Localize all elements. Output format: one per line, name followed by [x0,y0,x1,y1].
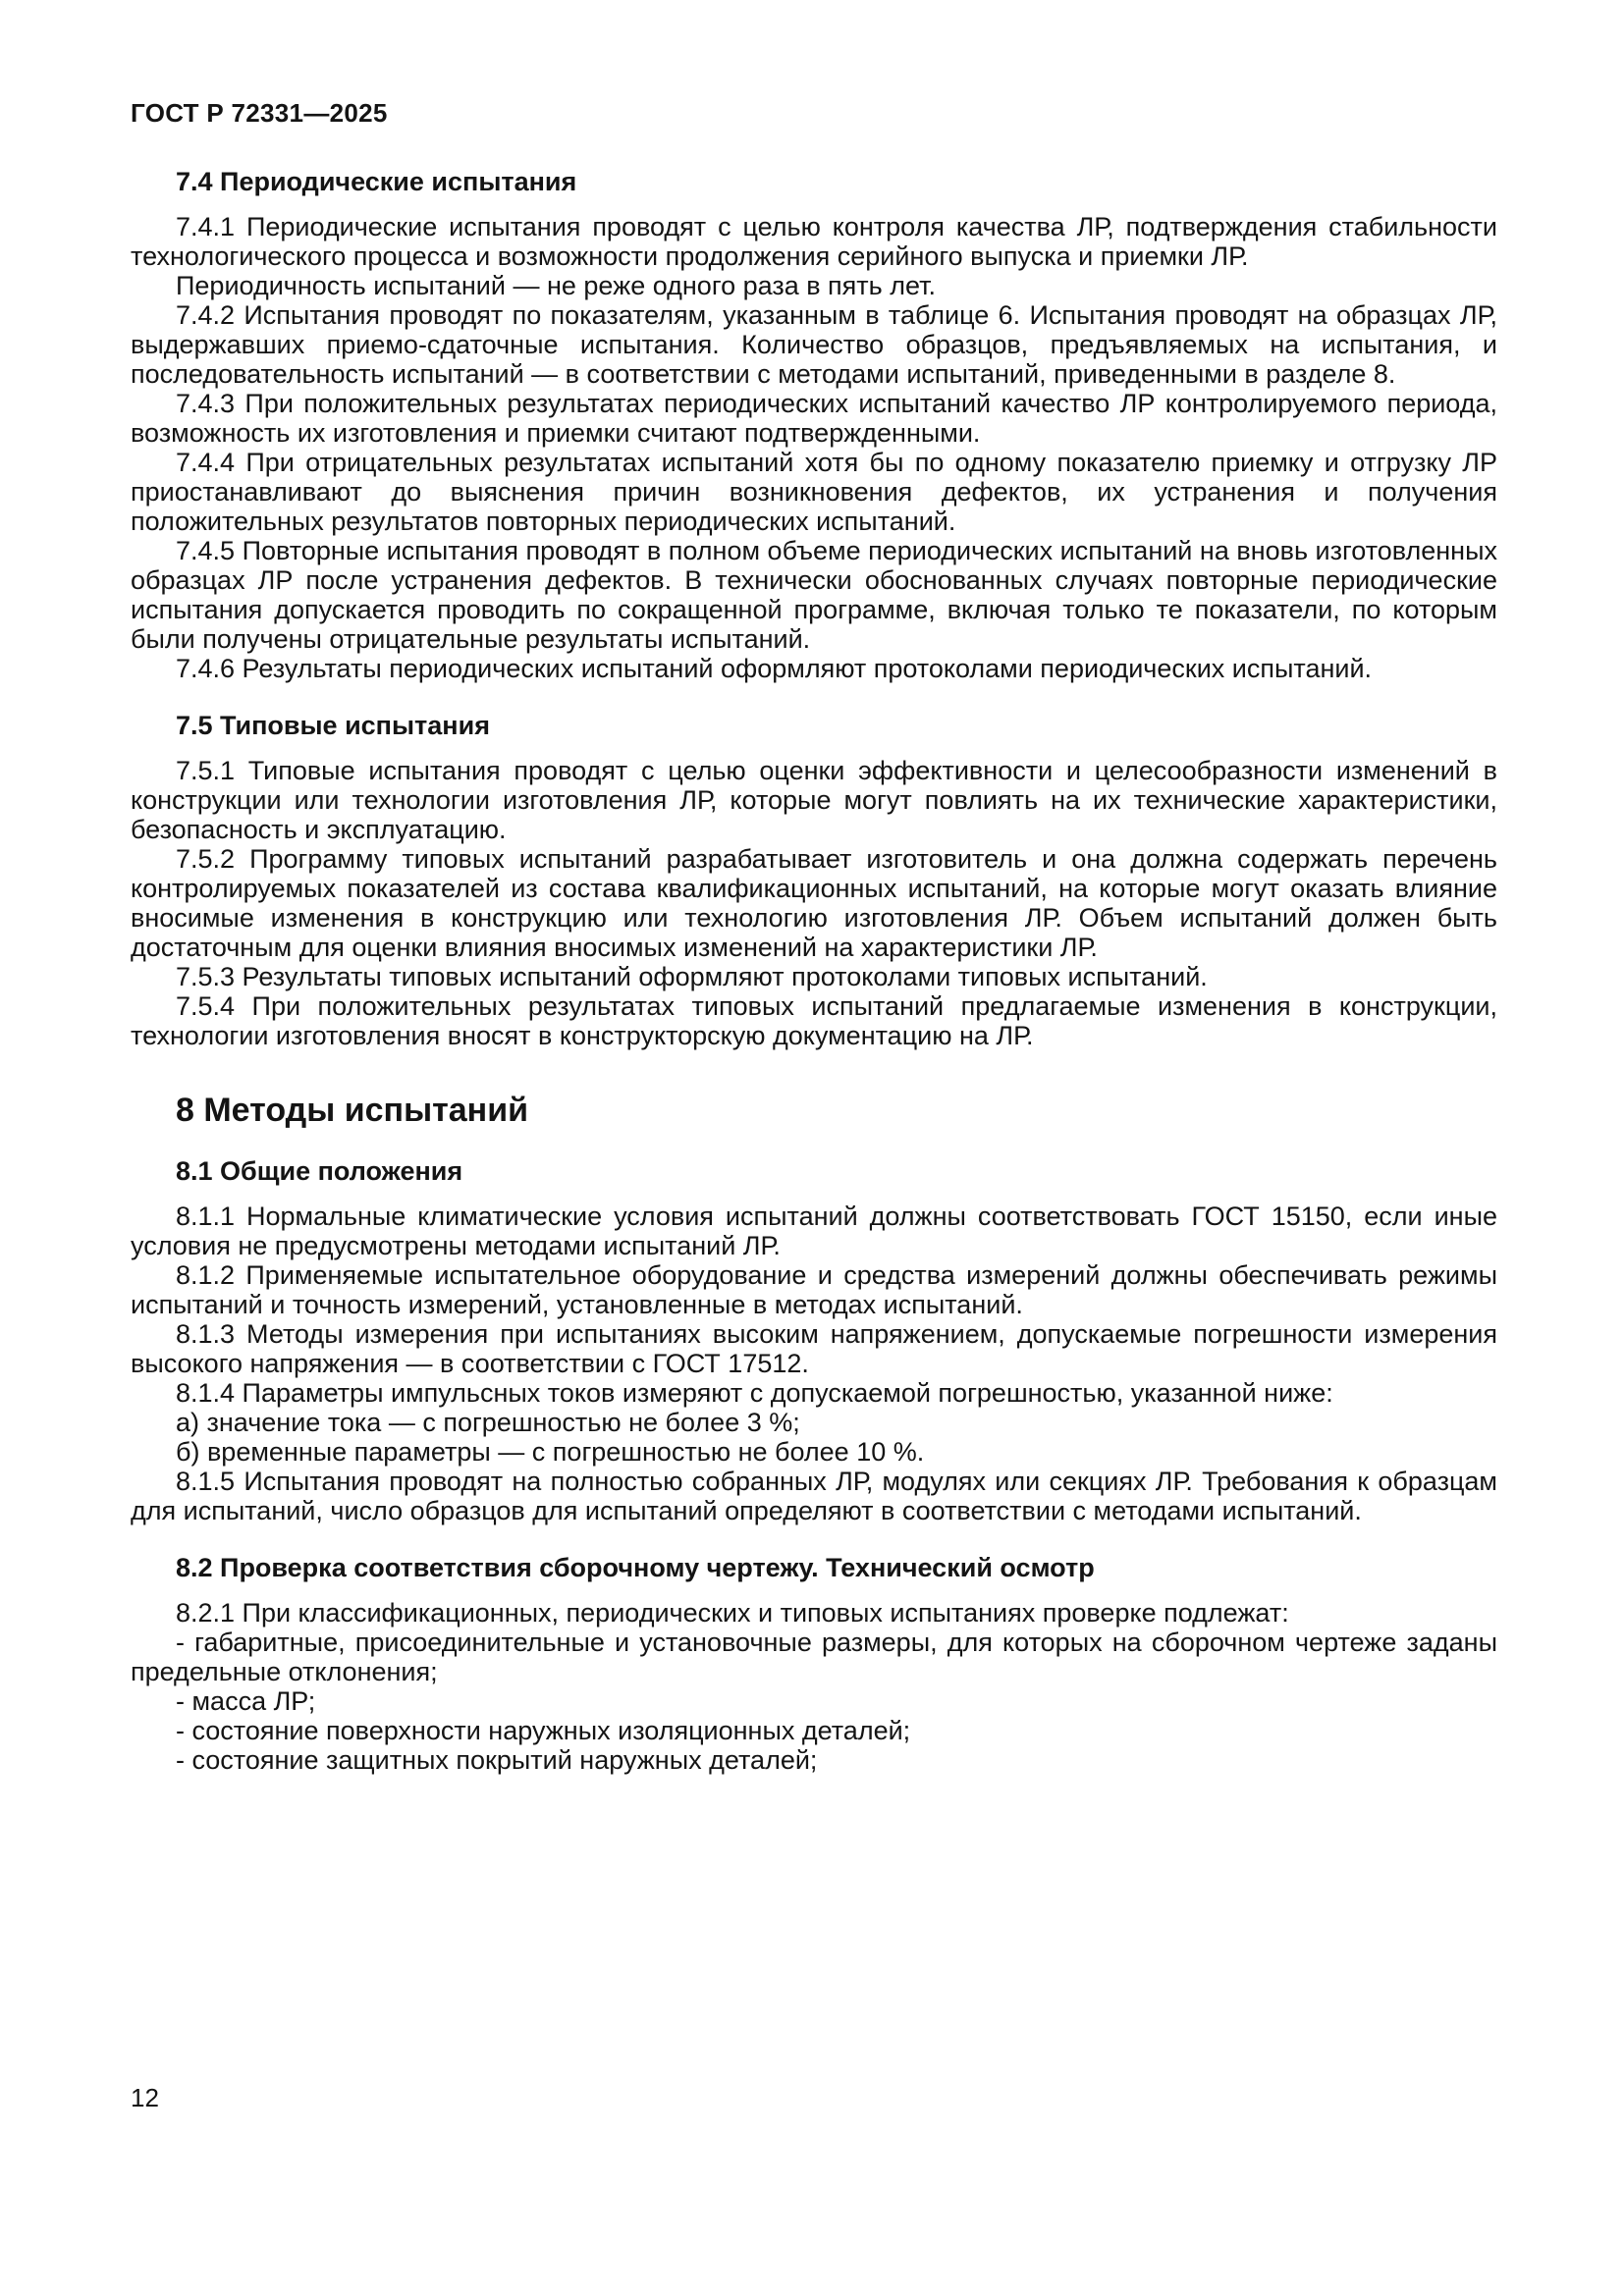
paragraph: 8.1.3 Методы измерения при испытаниях высоким напряжением, допускаемые погрешности измерения высокого напряжения — в соответствии с ГОСТ 17512. [131,1319,1497,1378]
list-item: - состояние поверхности наружных изоляционных деталей; [176,1716,911,1745]
paragraph: Периодичность испытаний — не реже одного раза в пять лет. [176,271,936,300]
section-heading: 7.5 Типовые испытания [176,711,490,740]
paragraph: 7.4.5 Повторные испытания проводят в полном объеме периодических испытаний на вновь изготовленных образцах ЛР после устранения дефектов. В технически обоснованных случаях повторные периодические испытания допускается проводить по сокращенной программе, включая только те показатели, по которым были получены отрицательные результаты испытаний. [131,536,1497,654]
paragraph: 7.5.3 Результаты типовых испытаний оформляют протоколами типовых испытаний. [176,962,1208,991]
list-item: - масса ЛР; [176,1686,316,1716]
paragraph: 7.5.2 Программу типовых испытаний разрабатывает изготовитель и она должна содержать перечень контролируемых показателей из состава квалификационных испытаний, на которые могут оказать влияние вносимые изменения в конструкцию или технологию изготовления ЛР. Объем испытаний должен быть достаточным для оценки влияния вносимых изменений на характеристики ЛР. [131,844,1497,962]
paragraph: 7.5.4 При положительных результатах типовых испытаний предлагаемые изменения в конструкции, технологии изготовления вносят в конструкторскую документацию на ЛР. [131,991,1497,1050]
paragraph: 7.4.4 При отрицательных результатах испытаний хотя бы по одному показателю приемку и отгрузку ЛР приостанавливают до выяснения причин возникновения дефектов, их устранения и получения положительных результатов повторных периодических испытаний. [131,448,1497,536]
paragraph: 8.1.4 Параметры импульсных токов измеряют с допускаемой погрешностью, указанной ниже: [176,1378,1333,1408]
section-heading: 7.4 Периодические испытания [176,167,577,196]
paragraph: 7.4.1 Периодические испытания проводят с целью контроля качества ЛР, подтверждения стабильности технологического процесса и возможности продолжения серийного выпуска и приемки ЛР. [131,212,1497,271]
paragraph: 8.1.1 Нормальные климатические условия испытаний должны соответствовать ГОСТ 15150, если иные условия не предусмотрены методами испытаний ЛР. [131,1201,1497,1260]
paragraph: 8.1.5 Испытания проводят на полностью собранных ЛР, модулях или секциях ЛР. Требования к образцам для испытаний, число образцов для испытаний определяют в соответствии с методами испытаний. [131,1467,1497,1525]
chapter-heading: 8 Методы испытаний [176,1092,529,1129]
paragraph: 8.2.1 При классификационных, периодических и типовых испытаниях проверке подлежат: [176,1598,1289,1628]
doc-number: ГОСТ Р 72331—2025 [131,98,388,128]
paragraph: 7.4.3 При положительных результатах периодических испытаний качество ЛР контролируемого периода, возможность их изготовления и приемки считают подтвержденными. [131,389,1497,448]
paragraph: 7.4.2 Испытания проводят по показателям, указанным в таблице 6. Испытания проводят на образцах ЛР, выдержавших приемо-сдаточные испытания. Количество образцов, предъявляемых на испытания, и последовательность испытаний — в соответствии с методами испытаний, приведенными в разделе 8. [131,300,1497,389]
paragraph: 7.4.6 Результаты периодических испытаний оформляют протоколами периодических испытаний. [176,654,1373,683]
list-item: - состояние защитных покрытий наружных деталей; [176,1745,818,1775]
page-number: 12 [131,2083,159,2112]
list-item: а) значение тока — с погрешностью не более 3 %; [176,1408,800,1437]
section-heading: 8.2 Проверка соответствия сборочному чертежу. Технический осмотр [176,1553,1095,1582]
paragraph: 7.5.1 Типовые испытания проводят с целью оценки эффективности и целесообразности изменений в конструкции или технологии изготовления ЛР, которые могут повлиять на их технические характеристики, безопасность и эксплуатацию. [131,756,1497,844]
list-item: - габаритные, присоединительные и установочные размеры, для которых на сборочном чертеже заданы предельные отклонения; [131,1628,1497,1686]
document-content [131,139,1497,1775]
section-heading: 8.1 Общие положения [176,1156,463,1186]
list-item: б) временные параметры — с погрешностью не более 10 %. [176,1437,925,1467]
paragraph: 8.1.2 Применяемые испытательное оборудование и средства измерений должны обеспечивать режимы испытаний и точность измерений, установленные в методах испытаний. [131,1260,1497,1319]
